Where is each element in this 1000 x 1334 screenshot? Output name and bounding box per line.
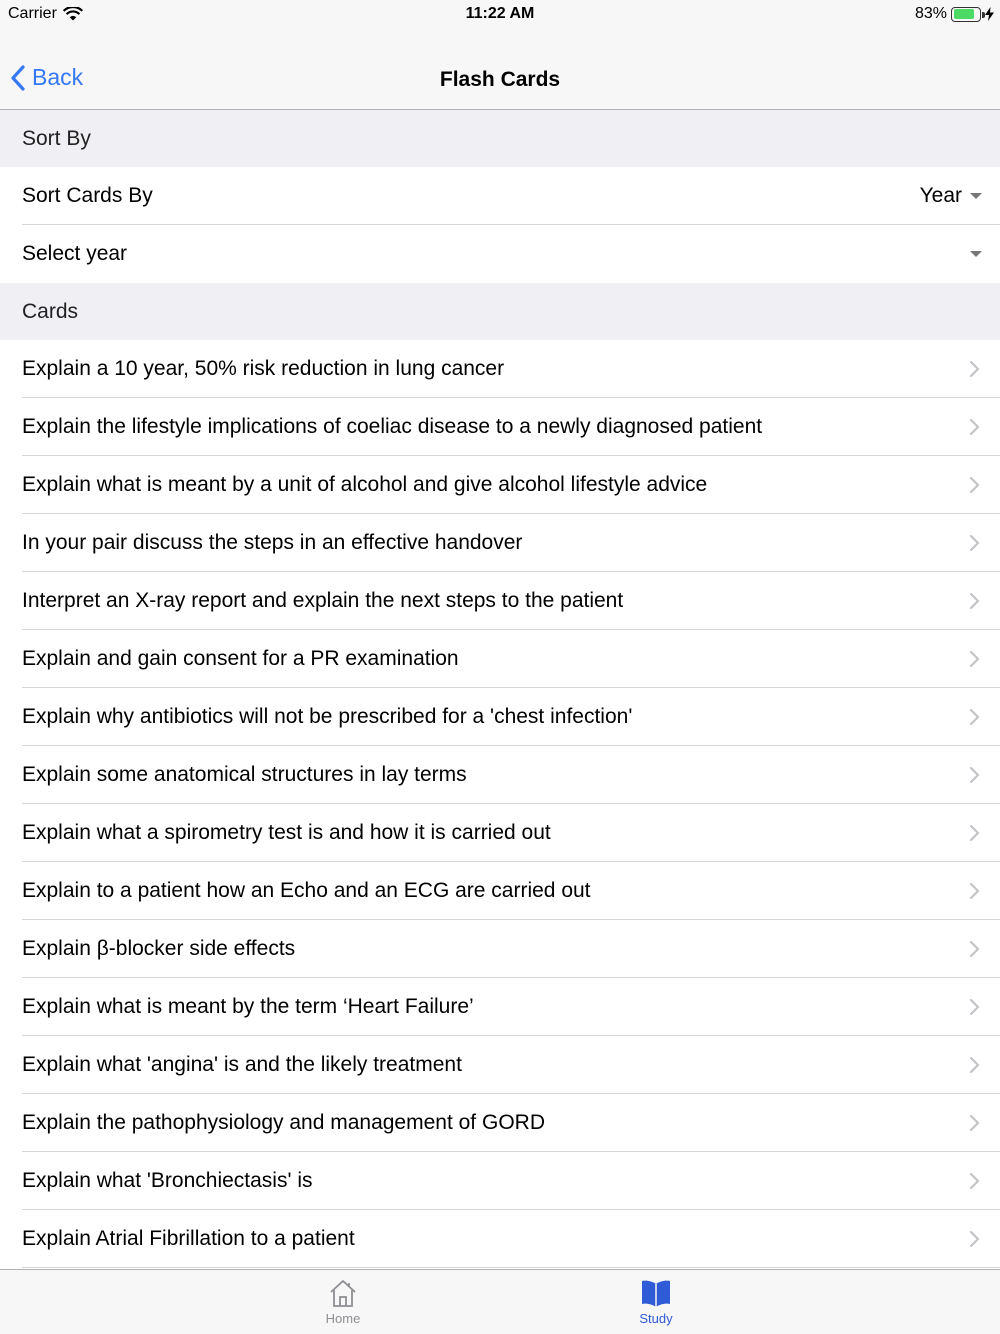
chevron-right-icon xyxy=(968,881,982,901)
card-title: Explain Atrial Fibrillation to a patient xyxy=(22,1227,355,1250)
tab-study-label: Study xyxy=(639,1311,673,1326)
chevron-right-icon xyxy=(968,533,982,553)
sort-cards-by-label: Sort Cards By xyxy=(22,184,153,207)
card-row[interactable] xyxy=(0,340,1000,398)
sort-cards-by-row[interactable] xyxy=(0,167,1000,225)
tab-home[interactable] xyxy=(283,1278,403,1326)
flash-cards-list[interactable] xyxy=(0,110,1000,1269)
chevron-right-icon xyxy=(968,1055,982,1075)
card-row[interactable] xyxy=(0,920,1000,978)
chevron-right-icon xyxy=(968,591,982,611)
card-title: Explain and gain consent for a PR examination xyxy=(22,647,459,670)
tab-study[interactable] xyxy=(596,1278,716,1326)
card-row[interactable] xyxy=(0,514,1000,572)
select-year-row[interactable] xyxy=(0,225,1000,283)
card-title: Explain what is meant by the term ‘Heart Failure’ xyxy=(22,995,474,1018)
card-title: Explain some anatomical structures in lay terms xyxy=(22,763,467,786)
card-title: Explain to a patient how an Echo and an ECG are carried out xyxy=(22,879,591,902)
carrier-label: Carrier xyxy=(8,5,57,22)
battery-icon xyxy=(951,7,981,22)
chevron-right-icon xyxy=(968,1171,982,1191)
card-row[interactable] xyxy=(0,1094,1000,1152)
card-title: Explain what 'Bronchiectasis' is xyxy=(22,1169,313,1192)
chevron-right-icon xyxy=(968,1113,982,1133)
battery-status xyxy=(915,5,994,23)
open-book-icon xyxy=(640,1278,672,1308)
chevron-right-icon xyxy=(968,359,982,379)
chevron-right-icon xyxy=(968,1229,982,1249)
status-bar xyxy=(0,0,1000,28)
card-title: Explain why antibiotics will not be prescribed for a 'chest infection' xyxy=(22,705,633,728)
card-row[interactable] xyxy=(0,1152,1000,1210)
select-year-dropdown[interactable] xyxy=(970,251,982,257)
card-title: Explain the pathophysiology and management of GORD xyxy=(22,1111,545,1134)
card-row[interactable] xyxy=(0,804,1000,862)
chevron-right-icon xyxy=(968,765,982,785)
card-title: Explain what is meant by a unit of alcohol and give alcohol lifestyle advice xyxy=(22,473,708,496)
chevron-right-icon xyxy=(968,997,982,1017)
card-title: In your pair discuss the steps in an effective handover xyxy=(22,531,523,554)
card-row[interactable] xyxy=(0,862,1000,920)
charging-bolt-icon xyxy=(985,7,994,21)
caret-down-icon xyxy=(970,251,982,257)
card-title: Explain what a spirometry test is and how it is carried out xyxy=(22,821,551,844)
page-title: Flash Cards xyxy=(439,68,561,91)
back-label: Back xyxy=(32,64,84,90)
navigation-bar xyxy=(0,28,1000,110)
chevron-right-icon xyxy=(968,649,982,669)
section-header-sort-by: Sort By xyxy=(0,110,1000,167)
chevron-right-icon xyxy=(968,939,982,959)
card-row[interactable] xyxy=(0,630,1000,688)
status-time: 11:22 AM xyxy=(465,5,535,22)
card-row[interactable] xyxy=(0,1036,1000,1094)
sort-cards-by-dropdown[interactable] xyxy=(920,184,982,208)
chevron-right-icon xyxy=(968,417,982,437)
card-row[interactable] xyxy=(0,1210,1000,1268)
chevron-right-icon xyxy=(968,707,982,727)
caret-down-icon xyxy=(970,193,982,199)
battery-percent: 83% xyxy=(914,5,947,22)
card-title: Explain a 10 year, 50% risk reduction in lung cancer xyxy=(22,357,505,380)
house-icon xyxy=(328,1278,358,1308)
card-title: Explain the lifestyle implications of coeliac disease to a newly diagnosed patient xyxy=(22,415,763,438)
select-year-label: Select year xyxy=(22,242,128,265)
card-row[interactable] xyxy=(0,398,1000,456)
sort-cards-by-value: Year xyxy=(919,184,962,207)
tab-bar xyxy=(0,1269,1000,1334)
battery-tip xyxy=(982,12,985,18)
card-title: Interpret an X-ray report and explain the next steps to the patient xyxy=(22,589,624,612)
battery-fill xyxy=(954,9,975,19)
chevron-right-icon xyxy=(968,475,982,495)
tab-home-label: Home xyxy=(325,1311,361,1326)
section-header-cards: Cards xyxy=(0,283,1000,340)
chevron-right-icon xyxy=(968,823,982,843)
card-title: Explain β-blocker side effects xyxy=(22,937,296,960)
card-row[interactable] xyxy=(0,746,1000,804)
card-row[interactable] xyxy=(0,456,1000,514)
cards-list xyxy=(0,340,1000,1268)
card-row[interactable] xyxy=(0,688,1000,746)
card-title: Explain what 'angina' is and the likely treatment xyxy=(22,1053,462,1076)
card-row[interactable] xyxy=(0,572,1000,630)
card-row[interactable] xyxy=(0,978,1000,1036)
